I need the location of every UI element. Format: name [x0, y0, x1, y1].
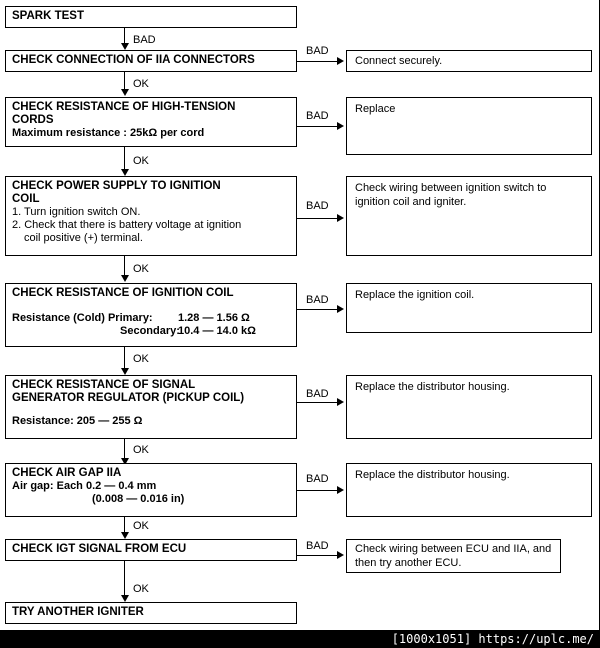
step-check-igt-signal [5, 539, 297, 561]
link-label: OK [133, 263, 149, 275]
remedy-text: IIA, and then try another ECU. [355, 543, 552, 569]
arrow-icon [337, 214, 344, 222]
step-check-air-gap [5, 463, 297, 517]
remedy-box [346, 50, 592, 72]
step-detail: coil positive (+) terminal. [24, 232, 143, 244]
arrow-icon [121, 43, 129, 50]
remedy-box [346, 176, 592, 256]
link-label: OK [133, 155, 149, 167]
remedy-text: Replace the distributor housing. [355, 469, 510, 481]
arrow-icon [337, 57, 344, 65]
step-title: CHECK IGT SIGNAL FROM ECU [12, 543, 187, 555]
remedy-text: Replace [355, 103, 396, 115]
arrow-icon [337, 122, 344, 130]
arrow-icon [337, 551, 344, 559]
result-label: BAD [306, 388, 329, 400]
step-check-power-supply [5, 176, 297, 256]
step-try-another-igniter [5, 602, 297, 624]
step-detail: 2. Check that there is battery voltage at ignition [12, 219, 242, 231]
link-label: OK [133, 583, 149, 595]
step-spark-test [5, 6, 297, 28]
arrow-icon [121, 89, 129, 96]
step-check-iia-connectors [5, 50, 297, 72]
arrow-icon [121, 595, 129, 602]
step-check-signal-generator [5, 375, 297, 439]
result-label: BAD [306, 473, 329, 485]
step-detail: Secondary: [120, 325, 180, 337]
result-label: BAD [306, 45, 329, 57]
remedy-box [346, 375, 592, 439]
step-title: CHECK CONNECTION OF IIA CONNECTORS [12, 54, 255, 66]
remedy-box [346, 463, 592, 517]
result-label: BAD [306, 200, 329, 212]
remedy-text: Replace the distributor housing. [355, 381, 510, 393]
arrow-icon [337, 486, 344, 494]
footer-watermark: [1000x1051] https://uplc.me/ [0, 630, 600, 648]
step-detail: Resistance: 205 — 255 Ω [12, 415, 143, 427]
remedy-text: Check wiring between ECU and [355, 543, 511, 555]
step-title: CORDS [12, 114, 54, 126]
step-title: TRY ANOTHER IGNITER [12, 606, 144, 618]
link-label: OK [133, 520, 149, 532]
remedy-text: Connect securely. [355, 55, 443, 67]
remedy-text: Replace the ignition coil. [355, 289, 475, 301]
step-value: 10.4 — 14.0 kΩ [178, 325, 256, 337]
step-detail: Air gap: Each 0.2 — 0.4 mm [12, 480, 157, 492]
step-title: CHECK RESISTANCE OF SIGNAL [12, 379, 196, 391]
remedy-text: Check wiring between ignition switch [355, 182, 535, 194]
arrow-icon [337, 305, 344, 313]
remedy-text: to ignition coil and igniter. [355, 182, 547, 208]
step-title: CHECK POWER SUPPLY TO IGNITION [12, 180, 221, 192]
step-check-ignition-coil [5, 283, 297, 347]
step-title: CHECK RESISTANCE OF IGNITION COIL [12, 287, 234, 299]
step-title: GENERATOR REGULATOR (PICKUP COIL) [12, 392, 245, 404]
result-label: BAD [306, 110, 329, 122]
step-detail: Resistance (Cold) Primary: [12, 312, 153, 324]
arrow-icon [337, 398, 344, 406]
remedy-box [346, 539, 561, 573]
step-title: SPARK TEST [12, 10, 84, 22]
step-detail: Maximum resistance : 25kΩ per cord [12, 127, 205, 139]
arrow-icon [121, 275, 129, 282]
step-detail: (0.008 — 0.016 in) [92, 493, 185, 505]
step-value: 1.28 — 1.56 Ω [178, 312, 250, 324]
step-title: CHECK AIR GAP IIA [12, 467, 122, 479]
result-label: BAD [306, 540, 329, 552]
link-label: OK [133, 353, 149, 365]
step-title: CHECK RESISTANCE OF HIGH-TENSION [12, 101, 236, 113]
link-label: BAD [133, 34, 156, 46]
remedy-box [346, 97, 592, 155]
result-label: BAD [306, 294, 329, 306]
remedy-box [346, 283, 592, 333]
step-title: COIL [12, 193, 40, 205]
arrow-icon [121, 532, 129, 539]
arrow-icon [121, 169, 129, 176]
arrow-icon [121, 368, 129, 375]
step-detail: 1. Turn ignition switch ON. [12, 206, 141, 218]
step-check-high-tension-cords [5, 97, 297, 147]
link-label: OK [133, 444, 149, 456]
link-label: OK [133, 78, 149, 90]
